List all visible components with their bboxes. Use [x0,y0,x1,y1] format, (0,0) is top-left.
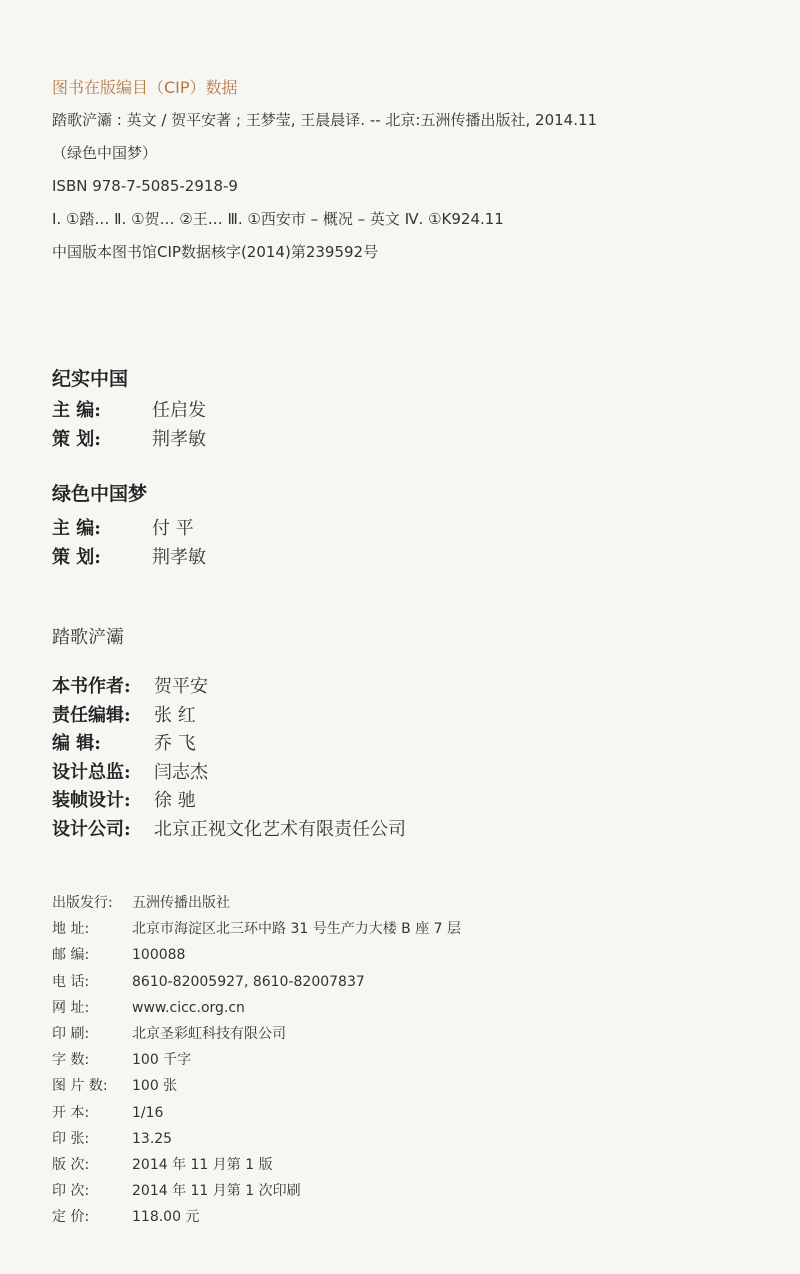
series2-editor-row [52,516,194,542]
series2-planner-row [52,545,206,571]
pub-label: 印 张: [52,1130,90,1147]
series-title-documentary-china: 纪实中国 [52,368,129,390]
staff-label: 设计总监: [52,761,131,783]
staff-label: 本书作者: [52,676,131,697]
staff-value: 张 红 [154,704,196,726]
staff-row-editor [52,730,406,759]
pub-value: 100 千字 [132,1052,192,1069]
pub-label: 字 数: [52,1052,90,1069]
pub-value: 北京市海淀区北三环中路 31 号生产力大楼 B 座 7 层 [132,921,462,938]
pub-value: 2014 年 11 月第 1 次印刷 [132,1183,301,1200]
pub-label: 图 片 数: [52,1078,108,1095]
pub-row-printing [52,1178,461,1204]
series1-editor-row [52,398,206,424]
pub-row-word-count [52,1047,461,1073]
pub-row-address [52,916,461,942]
pub-row-image-count [52,1073,461,1099]
pub-label: 版 次: [52,1156,90,1173]
pub-value: www.cicc.org.cn [132,999,245,1016]
staff-label: 设计公司: [52,818,131,840]
pub-label: 印 刷: [52,1025,90,1042]
staff-row-author [52,673,406,702]
staff-row-design-director [52,759,406,788]
pub-row-printed-sheets [52,1126,461,1152]
cip-heading: 图书在版编目（CIP）数据 [52,78,238,97]
pub-row-format [52,1100,461,1126]
pub-row-publisher [52,890,461,916]
pub-row-phone [52,969,461,995]
pub-row-price [52,1204,461,1230]
pub-value: 五洲传播出版社 [132,895,230,911]
staff-value: 乔 飞 [154,733,196,754]
pub-label: 邮 编: [52,947,90,964]
pub-label: 网 址: [52,999,90,1016]
staff-label: 责任编辑: [52,704,131,726]
series2-editor-value: 付 平 [152,518,194,539]
staff-value: 贺平安 [154,676,208,697]
pub-row-postcode [52,942,461,968]
staff-value: 徐 驰 [154,790,196,811]
pub-value: 1/16 [132,1104,164,1121]
series1-planner-value: 荆孝敏 [152,429,206,450]
series-title-green-china-dream: 绿色中国梦 [52,483,148,505]
series1-planner-row [52,427,206,453]
series1-editor-label: 主 编: [52,400,101,421]
pub-value: 2014 年 11 月第 1 版 [132,1156,273,1173]
publication-details [52,890,461,1230]
staff-label: 装帧设计: [52,790,131,811]
pub-label: 开 本: [52,1104,90,1121]
series1-planner-label: 策 划: [52,429,101,450]
book-title: 踏歌浐灞 [52,627,124,648]
pub-label: 出版发行: [52,895,113,911]
staff-label: 编 辑: [52,733,101,754]
book-staff-list [52,673,406,844]
pub-label: 地 址: [52,921,90,938]
pub-label: 电 话: [52,973,90,990]
pub-row-printer [52,1021,461,1047]
staff-row-binding-design [52,787,406,816]
cip-classification-line: Ⅰ. ①踏… Ⅱ. ①贺… ②王… Ⅲ. ①西安市 – 概况 – 英文 Ⅳ. ①K924.11 [52,210,504,228]
series2-planner-label: 策 划: [52,547,101,568]
cip-series-line: （绿色中国梦） [52,144,158,162]
pub-value: 北京圣彩虹科技有限公司 [132,1025,286,1042]
pub-value: 13.25 [132,1130,173,1147]
pub-row-edition [52,1152,461,1178]
pub-label: 定 价: [52,1209,90,1226]
series2-planner-value: 荆孝敏 [152,547,206,568]
pub-value: 118.00 元 [132,1209,200,1226]
pub-label: 印 次: [52,1183,90,1200]
cip-block [52,76,752,273]
pub-row-website [52,995,461,1021]
pub-value: 8610-82005927, 8610-82007837 [132,973,365,990]
cip-isbn-line: ISBN 978-7-5085-2918-9 [52,177,238,195]
staff-value: 北京正视文化艺术有限责任公司 [154,818,406,840]
staff-value: 闫志杰 [154,761,208,783]
series2-editor-label: 主 编: [52,518,101,539]
cip-record-number-line: 中国版本图书馆CIP数据核字(2014)第239592号 [52,243,379,261]
series1-editor-value: 任启发 [152,400,206,421]
pub-value: 100088 [132,947,186,964]
cip-title-line: 踏歌浐灞 : 英文 / 贺平安著 ; 王梦莹, 王晨晨译. -- 北京:五洲传播出版社, 2014.11 [52,111,598,129]
pub-value: 100 张 [132,1078,178,1095]
staff-row-responsible-editor [52,702,406,731]
staff-row-design-company [52,816,406,845]
